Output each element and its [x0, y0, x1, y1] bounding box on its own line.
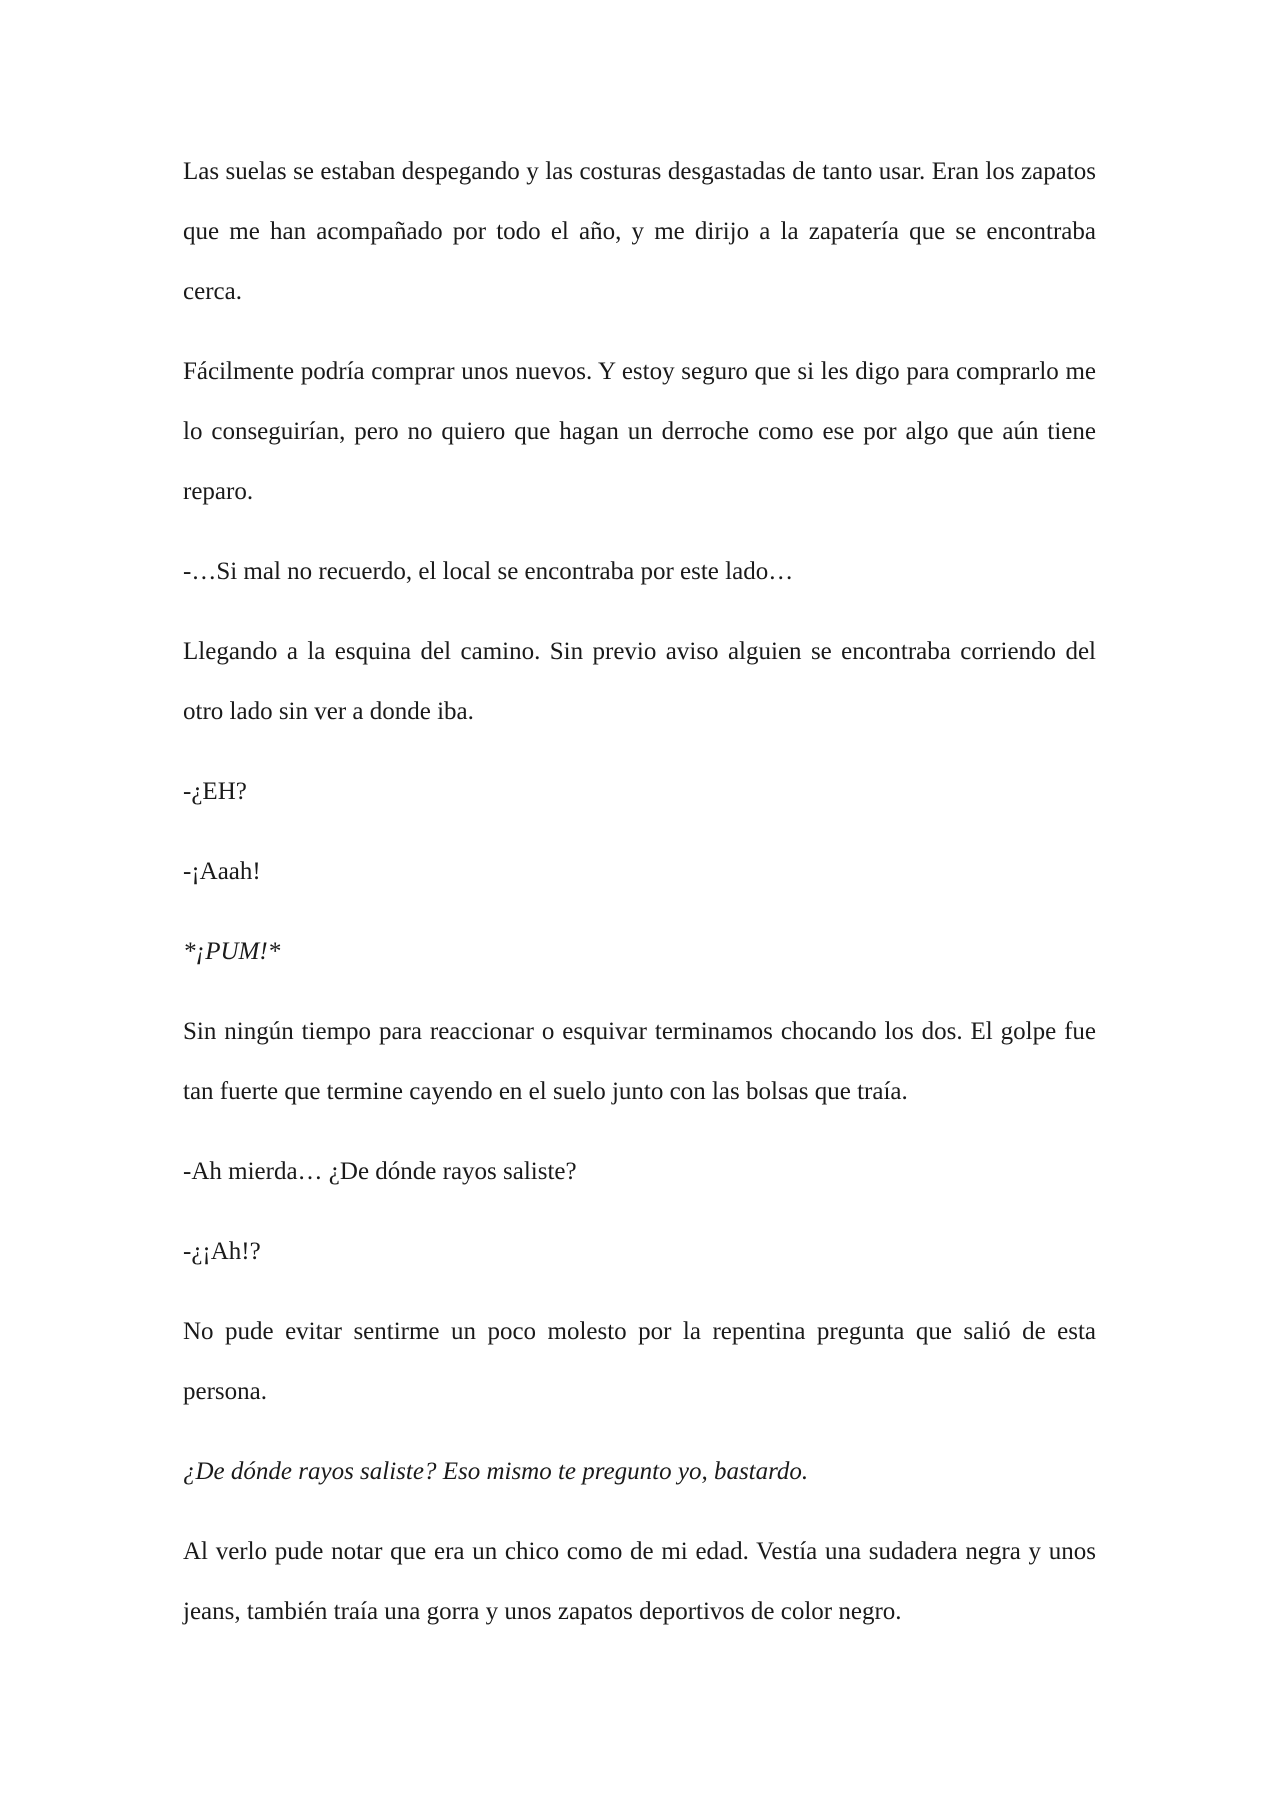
dialogue-line-5: -¿¡Ah!?	[183, 1238, 261, 1265]
paragraph-5: No pude evitar sentirme un poco molesto por la repentina pregunta que salió de esta persona.	[183, 1318, 1096, 1405]
dialogue-line-2: -¿EH?	[183, 778, 247, 805]
document-body	[183, 142, 1096, 1662]
paragraph-1: Las suelas se estaban despegando y las costuras desgastadas de tanto usar. Eran los zapatos que me han acompañado por todo el año, y me dirijo a la zapatería que se encontraba cerca.	[183, 158, 1096, 305]
sound-effect-line: *¡PUM!*	[183, 938, 281, 965]
dialogue-line-3: -¡Aaah!	[183, 858, 261, 885]
paragraph-6: Al verlo pude notar que era un chico como de mi edad. Vestía una sudadera negra y unos jeans, también traía una gorra y unos zapatos deportivos de color negro.	[183, 1538, 1096, 1625]
dialogue-line-1: -…Si mal no recuerdo, el local se encontraba por este lado…	[183, 558, 794, 585]
paragraph-2: Fácilmente podría comprar unos nuevos. Y estoy seguro que si les digo para comprarlo me lo conseguirían, pero no quiero que hagan un derroche como ese por algo que aún tiene reparo.	[183, 358, 1096, 505]
dialogue-line-4: -Ah mierda… ¿De dónde rayos saliste?	[183, 1158, 577, 1185]
paragraph-4: Sin ningún tiempo para reaccionar o esquivar terminamos chocando los dos. El golpe fue tan fuerte que termine cayendo en el suelo junto con las bolsas que traía.	[183, 1018, 1096, 1105]
paragraph-3: Llegando a la esquina del camino. Sin previo aviso alguien se encontraba corriendo del otro lado sin ver a donde iba.	[183, 638, 1096, 725]
inner-thought-line: ¿De dónde rayos saliste? Eso mismo te pregunto yo, bastardo.	[183, 1458, 809, 1485]
